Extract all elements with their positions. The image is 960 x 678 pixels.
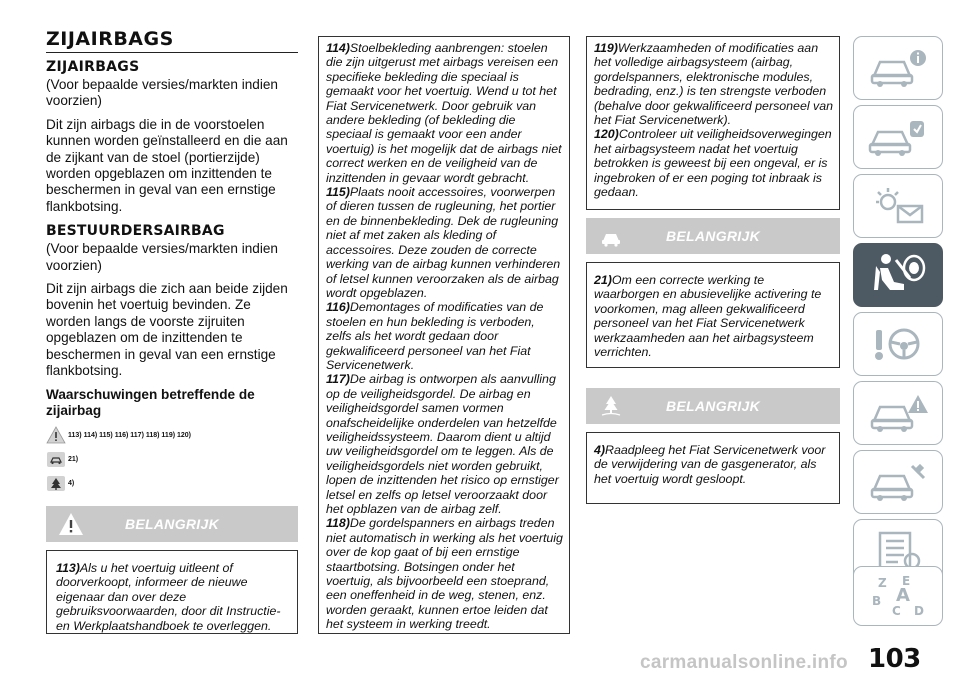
warning-references: 113) 114) 115) 116) 117) 118) 119) 120) <box>68 431 191 439</box>
middle-column <box>318 36 570 634</box>
note-114 <box>326 41 563 185</box>
important-box-4 <box>586 432 840 504</box>
note-116 <box>326 300 563 372</box>
environment-icon <box>596 392 626 420</box>
driver-airbag-text: Dit zijn airbags die zich aan beide zijden bovenin het voertuig bevinden. Ze worden langs de voorste zijruiten opgeblazen om de inzittenden te beschermen in geval van een ernstige flankbotsing. <box>46 281 288 379</box>
svg-text:B: B <box>872 594 882 608</box>
note-number: 114) <box>326 41 350 55</box>
steering-wheel-icon <box>866 322 930 366</box>
note-number: 116) <box>326 300 350 315</box>
car-key-icon <box>866 115 930 159</box>
environment-references: 4) <box>68 479 75 487</box>
note-number: 115) <box>326 185 350 200</box>
side-airbag-warnings-heading: Waarschuwingen betreffende de zijairbag <box>46 386 255 418</box>
note-text: Als u het voertuig uitleent of doorverkoopt, informeer de nieuwe eigenaar dan over deze gebruiksvoorwaarden, door dit Instructie- en Werkplaatshandboek te overleggen. <box>56 561 281 633</box>
note-113 <box>56 561 289 633</box>
important-banner-warning <box>46 506 298 542</box>
important-banner-environment <box>586 388 840 424</box>
nav-airbag-seat[interactable] <box>853 243 943 307</box>
note-number: 119) <box>594 41 618 55</box>
side-airbags-text: Dit zijn airbags die in de voorstoelen kunnen worden geïnstalleerd en die aan de zijkant van de stoel (portierzijde) worden opgeblazen om inzittenden te beschermen in geval van een ernstige flankbotsing. <box>46 116 288 214</box>
environment-icon <box>46 474 66 492</box>
watermark: carmanualsonline.info <box>640 652 848 673</box>
side-airbags-heading: ZIJAIRBAGS <box>46 59 140 75</box>
nav-car-service[interactable] <box>853 450 943 514</box>
note-117 <box>326 372 563 516</box>
note-text: Controleer uit veiligheidsoverwegingen het airbagsysteem nadat het voertuig betrokken is geweest bij een ongeval, er is ingebroken of er een poging tot inbraak is gedaan. <box>594 127 832 200</box>
environment-reference-line <box>46 471 298 495</box>
important-label: BELANGRIJK <box>665 228 760 244</box>
car-warning-icon <box>866 391 930 435</box>
warning-triangle-icon <box>56 510 86 538</box>
important-label: BELANGRIJK <box>124 516 219 532</box>
car-caution-icon <box>596 222 626 250</box>
svg-text:D: D <box>914 604 924 618</box>
note-text: Demontages of modificaties van de stoelen en hun bekleding is verboden, zelfs als het wordt gedaan door gekwalificeerd personeel van het Fiat Servicenetwerk. <box>326 300 544 372</box>
important-box-113 <box>46 550 298 634</box>
note-118 <box>326 516 563 631</box>
caution-reference-line <box>46 447 298 471</box>
car-caution-icon <box>46 450 66 468</box>
note-text: De airbag is ontworpen als aanvulling op de veiligheidsgordel. De airbag en veiligheidsgordel samen vormen onafscheidelijke onderdelen van hetzelfde veiligheidssysteem. Daarom dient u altijd uw veiligheidsgordel om te leggen. Als de veiligheidsgordels niet worden gebruikt, lopen de inzittenden het risico op ernstiger letsel en zelfs op letsel veroorzaakt door het opblazen van de airbag zelf. <box>326 372 559 516</box>
nav-steering[interactable] <box>853 312 943 376</box>
important-box-21 <box>586 262 840 368</box>
car-info-icon <box>866 46 930 90</box>
note-number: 120) <box>594 127 619 142</box>
warning-triangle-icon <box>46 426 66 444</box>
svg-text:E: E <box>902 574 911 588</box>
note-text: Plaats nooit accessoires, voorwerpen of dieren tussen de rugleuning, het portier en de binnenbekleding. Dek de rugleuning niet af met zaken als kleding of accessoires. Deze zouden de correcte werking van de airbag kunnen verhinderen of letsel kunnen veroorzaken als de airbag wordt opgeblazen. <box>326 185 561 300</box>
nav-dashboard-lights[interactable] <box>853 174 943 238</box>
note-119 <box>594 41 833 127</box>
note-4 <box>594 443 831 486</box>
svg-text:Z: Z <box>878 576 887 590</box>
driver-airbag-heading: BESTUURDERSAIRBAG <box>46 223 225 240</box>
important-banner-caution <box>586 218 840 254</box>
section-title: ZIJAIRBAGS <box>46 28 298 53</box>
note-number: 118) <box>326 516 350 531</box>
note-120 <box>594 127 833 199</box>
note-21 <box>594 273 831 359</box>
page-number: 103 <box>868 644 921 674</box>
note-text: De gordelspanners en airbags treden niet automatisch in werking als het voertuig over de kop gaat of bij een ernstige staartbotsing. Botsingen onder het voertuig, als bijvoorbeeld een stoeprand, een oneffenheid in de weg, stenen, enz. worden geraakt, kunnen ertoe leiden dat het systeem in werking treedt. <box>326 516 563 632</box>
airbag-seat-icon <box>866 250 930 300</box>
warning-reference-line <box>46 423 298 447</box>
note-number: 117) <box>326 372 350 387</box>
note-number: 113) <box>56 561 80 575</box>
right-column-notes <box>586 36 840 210</box>
nav-car-warning[interactable] <box>853 381 943 445</box>
note-number: 4) <box>594 443 606 457</box>
important-label: BELANGRIJK <box>665 398 760 414</box>
nav-car-key[interactable] <box>853 105 943 169</box>
note-text: Werkzaamheden of modificaties aan het volledige airbagsysteem (airbag, gordelspanners, elektronische modules, bedrading, enz.) is ten strengste verboden (behalve door gekwalificeerd personeel van het Fiat Servicenetwerk). <box>594 41 834 128</box>
alphabetical-index-icon <box>866 571 930 621</box>
note-text: Om een correcte werking te waarborgen en abusievelijke activering te voorkomen, mag alleen gekwalificeerd personeel van het Fiat Servicenetwerk werkzaamheden aan het airbagsysteem verrichten. <box>594 273 822 360</box>
note-115 <box>326 185 563 300</box>
note-number: 21) <box>594 273 612 287</box>
car-service-icon <box>866 460 930 504</box>
nav-car-info[interactable] <box>853 36 943 100</box>
note-text: Raadpleeg het Fiat Servicenetwerk voor de verwijdering van de gasgenerator, als het voertuig wordt gesloopt. <box>594 443 826 486</box>
nav-alphabetical-index[interactable] <box>853 566 943 626</box>
dashboard-lights-icon <box>866 184 930 228</box>
left-column <box>46 28 298 495</box>
side-airbags-note: (Voor bepaalde versies/markten indien voorzien) <box>46 77 278 109</box>
svg-text:C: C <box>892 604 901 618</box>
svg-text:A: A <box>896 585 910 606</box>
caution-references: 21) <box>68 455 79 463</box>
note-text: Stoelbekleding aanbrengen: stoelen die zijn uitgerust met airbags vereisen een specifieke bekleding die speciaal is gemaakt voor het voertuig. Wend u tot het Fiat Servicenetwerk. Door gebruik van andere bekleding (of bekleding die speciaal is gemaakt voor een ander voertuig) is het mogelijk dat de airbags niet correct werken en de veiligheid van de inzittenden in gevaar wordt gebracht. <box>326 41 562 185</box>
driver-airbag-note: (Voor bepaalde versies/markten indien voorzien) <box>46 241 278 273</box>
